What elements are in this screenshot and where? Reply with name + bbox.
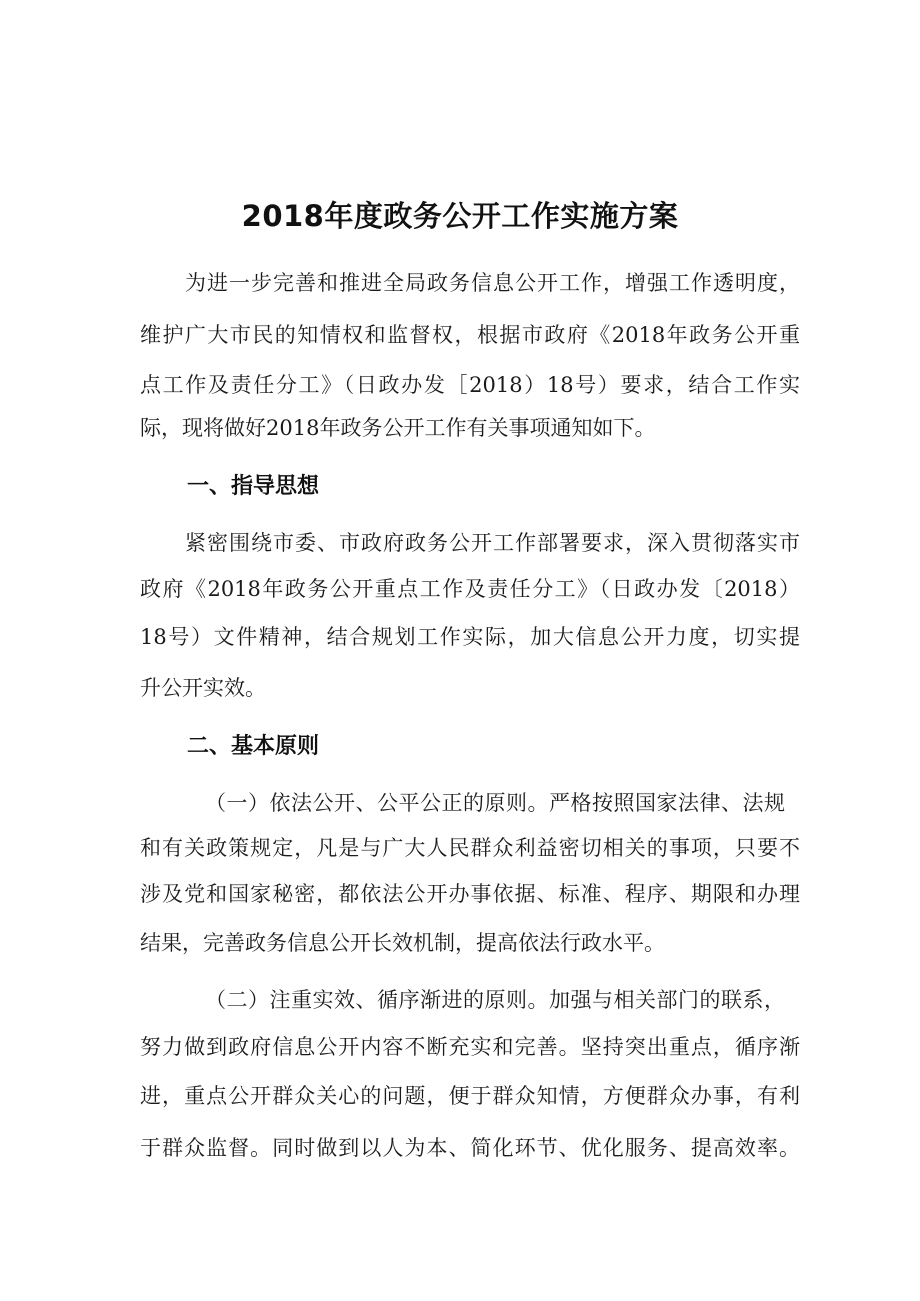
principle2-line-3: 进，重点公开群众关心的问题，便于群众知情，方便群众办事，有利 bbox=[140, 1084, 800, 1108]
section1-line-2: 政府《2018年政务公开重点工作及责任分工》（日政办发〔2018） bbox=[140, 577, 800, 601]
principle1-line-2: 和有关政策规定，凡是与广大人民群众利益密切相关的事项，只要不 bbox=[140, 836, 800, 860]
document-title: 2018年度政务公开工作实施方案 bbox=[241, 199, 679, 233]
section1-line-3: 18号）文件精神，结合规划工作实际，加大信息公开力度，切实提 bbox=[140, 625, 800, 649]
section1-line-1: 紧密围绕市委、市政府政务公开工作部署要求，深入贯彻落实市 bbox=[185, 531, 800, 555]
principle1-line-4: 结果，完善政务信息公开长效机制，提高依法行政水平。 bbox=[140, 931, 665, 955]
section-heading-guiding-ideology: 一、指导思想 bbox=[187, 474, 320, 499]
principle2-line-4: 于群众监督。同时做到以人为本、简化环节、优化服务、提高效率。 bbox=[140, 1136, 800, 1160]
section-heading-basic-principles: 二、基本原则 bbox=[187, 734, 320, 759]
principle1-line-1: （一）依法公开、公平公正的原则。严格按照国家法律、法规 bbox=[205, 791, 785, 815]
intro-line-3: 点工作及责任分工》（日政办发［2018）18号）要求，结合工作实 bbox=[140, 373, 800, 397]
intro-line-4: 际，现将做好2018年政务公开工作有关事项通知如下。 bbox=[140, 416, 656, 440]
principle1-line-3: 涉及党和国家秘密，都依法公开办事依据、标准、程序、期限和办理 bbox=[140, 882, 800, 906]
principle2-line-1: （二）注重实效、循序渐进的原则。加强与相关部门的联系， bbox=[205, 988, 785, 1012]
section1-line-4: 升公开实效。 bbox=[140, 676, 266, 700]
intro-line-2: 维护广大市民的知情权和监督权，根据市政府《2018年政务公开重 bbox=[140, 323, 800, 347]
principle2-line-2: 努力做到政府信息公开内容不断充实和完善。坚持突出重点，循序渐 bbox=[140, 1035, 800, 1059]
intro-line-1: 为进一步完善和推进全局政务信息公开工作，增强工作透明度， bbox=[185, 271, 800, 295]
